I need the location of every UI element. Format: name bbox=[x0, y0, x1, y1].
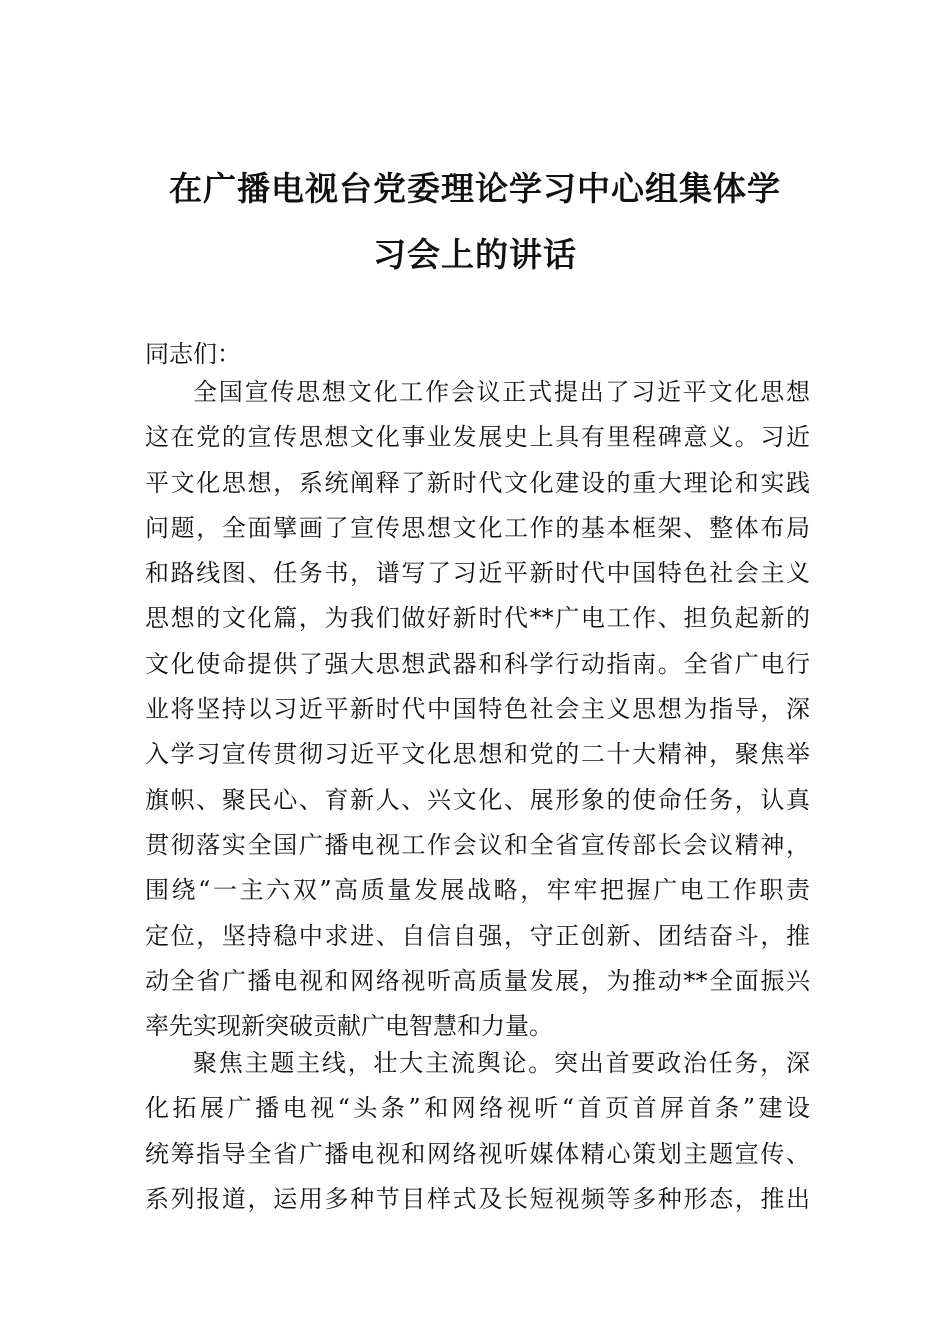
paragraph-line: 思想的文化篇，为我们做好新时代**广电工作、担负起新的 bbox=[145, 604, 810, 633]
paragraph-line: 和路线图、任务书，谱写了习近平新时代中国特色社会主义 bbox=[145, 559, 810, 588]
paragraph-line: 平文化思想，系统阐释了新时代文化建设的重大理论和实践 bbox=[145, 468, 810, 497]
document-title-line-1: 在广播电视台党委理论学习中心组集体学 bbox=[169, 169, 781, 208]
paragraph-1 bbox=[145, 370, 810, 1049]
paragraph-line: 率先实现新突破贡献广电智慧和力量。 bbox=[145, 1012, 553, 1041]
paragraph-line: 统筹指导全省广播电视和网络视听媒体精心策划主题宣传、 bbox=[145, 1139, 810, 1168]
paragraph-line: 动全省广播电视和网络视听高质量发展，为推动**全面振兴 bbox=[145, 966, 810, 995]
document-title-line-2: 习会上的讲话 bbox=[373, 235, 577, 274]
salutation: 同志们： bbox=[145, 340, 241, 368]
paragraph-line: 全国宣传思想文化工作会议正式提出了习近平文化思想 bbox=[193, 378, 810, 406]
paragraph-line: 这在党的宣传思想文化事业发展史上具有里程碑意义。习近 bbox=[145, 423, 810, 452]
paragraph-line: 化拓展广播电视“头条”和网络视听“首页首屏首条”建设 bbox=[145, 1094, 810, 1123]
paragraph-line: 贯彻落实全国广播电视工作会议和全省宣传部长会议精神， bbox=[145, 830, 810, 859]
paragraph-line: 系列报道，运用多种节目样式及长短视频等多种形态，推出 bbox=[145, 1184, 810, 1213]
paragraph-line: 旗帜、聚民心、育新人、兴文化、展形象的使命任务，认真 bbox=[145, 785, 810, 814]
paragraph-line: 定位，坚持稳中求进、自信自强，守正创新、团结奋斗，推 bbox=[145, 921, 810, 950]
paragraph-line: 围绕“一主六双”高质量发展战略，牢牢把握广电工作职责 bbox=[145, 876, 810, 905]
paragraph-line: 聚焦主题主线，壮大主流舆论。突出首要政治任务，深 bbox=[193, 1049, 810, 1077]
paragraph-line: 业将坚持以习近平新时代中国特色社会主义思想为指导，深 bbox=[145, 695, 810, 724]
paragraph-2 bbox=[145, 1041, 810, 1222]
paragraph-line: 文化使命提供了强大思想武器和科学行动指南。全省广电行 bbox=[145, 649, 810, 678]
paragraph-line: 问题，全面擘画了宣传思想文化工作的基本框架、整体布局 bbox=[145, 513, 810, 542]
paragraph-line: 入学习宣传贯彻习近平文化思想和党的二十大精神，聚焦举 bbox=[145, 740, 810, 769]
